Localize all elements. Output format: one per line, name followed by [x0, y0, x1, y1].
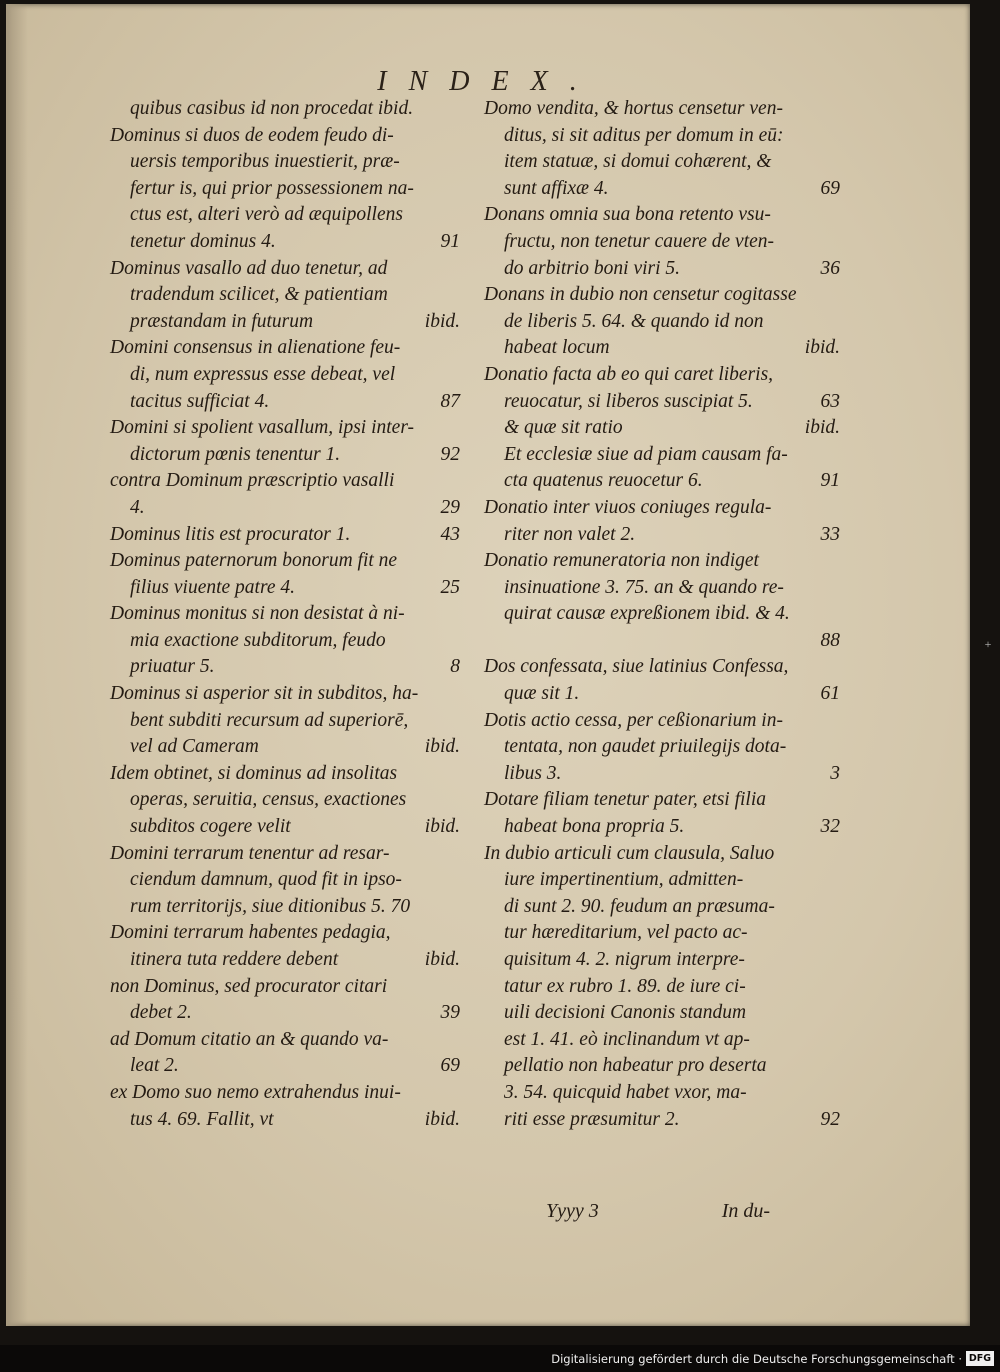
index-entry-text: tatur ex rubro 1. 89. de iure ci- — [504, 975, 746, 997]
index-entry-line — [110, 522, 460, 549]
index-entry-line — [110, 1053, 460, 1080]
footer-credit: Digitalisierung gefördert durch die Deutsche Forschungsgemeinschaft · — [551, 1352, 962, 1366]
index-entry-reference: 25 — [440, 576, 460, 598]
index-entry-line — [110, 282, 460, 309]
index-entry-line — [484, 681, 840, 708]
index-entry-text: de liberis 5. 64. & quando id non — [504, 310, 764, 332]
index-entry-reference: 63 — [820, 390, 840, 412]
index-entry-line — [110, 123, 460, 150]
index-entry-line — [110, 468, 460, 495]
index-entry-text: operas, seruitia, census, exactiones — [130, 789, 407, 811]
index-entry-reference: ibid. — [424, 736, 460, 758]
index-entry-line — [110, 548, 460, 575]
index-entry-line — [110, 894, 460, 921]
scan-marker-icon: + — [984, 637, 992, 651]
index-entry-line — [484, 522, 840, 549]
index-entry-line — [484, 1107, 840, 1134]
index-entry-line — [110, 415, 460, 442]
index-entry-text: quæ sit 1. — [504, 683, 580, 705]
index-entry-text: tradendum scilicet, & patientiam — [130, 284, 388, 306]
index-entry-line — [484, 256, 840, 283]
index-entry-line — [484, 867, 840, 894]
index-entry-text: tus 4. 69. Fallit, vt — [130, 1108, 274, 1130]
index-entry-line — [110, 575, 460, 602]
index-entry-reference: 91 — [820, 470, 840, 492]
index-entry-text: riti esse præsumitur 2. — [504, 1108, 680, 1130]
index-entry-text: ciendum damnum, quod fit in ipso- — [130, 869, 402, 891]
index-entry-line — [110, 389, 460, 416]
index-entry-reference: 8 — [450, 656, 460, 678]
index-entry-reference: 91 — [440, 230, 460, 252]
index-entry-text: 4. — [130, 496, 145, 518]
index-entry-line — [484, 787, 840, 814]
index-entry-text: Domini consensus in alienatione feu- — [110, 337, 401, 359]
index-entry-line — [484, 575, 840, 602]
signature-mark: Yyyy 3 — [546, 1200, 599, 1222]
index-entry-line — [484, 841, 840, 868]
index-entry-line — [110, 1000, 460, 1027]
index-entry-reference: 32 — [820, 816, 840, 838]
index-column-right — [484, 96, 840, 1133]
index-entry-text: vel ad Cameram — [130, 736, 259, 758]
index-entry-reference: 87 — [440, 390, 460, 412]
index-entry-line — [110, 814, 460, 841]
index-entry-reference: 36 — [820, 257, 840, 279]
index-entry-text: fructu, non tenetur cauere de vten- — [504, 230, 775, 252]
index-entry-line — [110, 681, 460, 708]
index-entry-text: Dominus si duos de eodem feudo di- — [110, 124, 394, 146]
index-entry-line — [484, 814, 840, 841]
index-entry-text: 3. 54. quicquid habet vxor, ma- — [504, 1081, 747, 1103]
index-entry-text: fertur is, qui prior possessionem na- — [130, 177, 414, 199]
index-entry-text: do arbitrio boni viri 5. — [504, 257, 681, 279]
index-entry-line — [484, 468, 840, 495]
index-entry-line — [484, 309, 840, 336]
index-entry-text: uersis temporibus inuestierit, præ- — [130, 151, 400, 173]
page-binding-edge — [6, 4, 28, 1326]
index-entry-text: Dominus monitus si non desistat à ni- — [110, 603, 405, 625]
signature-line — [546, 1200, 770, 1223]
index-entry-line — [484, 96, 840, 123]
index-entry-line — [484, 1080, 840, 1107]
index-entry-reference: 61 — [820, 683, 840, 705]
index-entry-text: habeat locum — [504, 337, 610, 359]
index-entry-text: cta quatenus reuocetur 6. — [504, 470, 703, 492]
index-entry-reference: 3 — [830, 762, 840, 784]
index-entry-line — [110, 628, 460, 655]
index-entry-text: sunt affixæ 4. — [504, 177, 609, 199]
index-entry-text: riter non valet 2. — [504, 523, 636, 545]
index-entry-text: quisitum 4. 2. nigrum interpre- — [504, 949, 745, 970]
index-entry-text: Dominus litis est procurator 1. — [110, 523, 351, 545]
dfg-logo: DFG — [966, 1351, 994, 1366]
page-header: INDEX. — [377, 66, 599, 97]
index-entry-line — [110, 708, 460, 735]
index-entry-line — [484, 654, 840, 681]
index-entry-line — [110, 761, 460, 788]
index-entry-line — [484, 282, 840, 309]
index-entry-text: Dominus paternorum bonorum fit ne — [110, 550, 398, 572]
index-entry-line — [484, 601, 840, 628]
index-entry-reference: 33 — [820, 523, 840, 545]
index-entry-text: Domini terrarum tenentur ad resar- — [110, 842, 390, 864]
index-entry-line — [110, 654, 460, 681]
index-entry-reference: 69 — [440, 1055, 460, 1077]
index-entry-line — [484, 229, 840, 256]
index-entry-text: tentata, non gaudet priuilegijs dota- — [504, 736, 787, 758]
index-entry-line — [484, 947, 840, 974]
index-column-left — [110, 96, 460, 1133]
index-entry-line — [484, 894, 840, 921]
index-entry-line — [484, 708, 840, 735]
index-entry-line — [484, 974, 840, 1001]
index-entry-line — [110, 1107, 460, 1134]
index-entry-text: mia exactione subditorum, feudo — [130, 629, 386, 651]
index-entry-reference: ibid. — [804, 417, 840, 439]
index-entry-text: ex Domo suo nemo extrahendus inui- — [110, 1081, 401, 1103]
index-entry-line — [110, 734, 460, 761]
index-entry-line — [484, 335, 840, 362]
index-entry-text: uili decisioni Canonis standum — [504, 1002, 747, 1024]
index-entry-text: itinera tuta reddere debent — [130, 949, 339, 970]
index-entry-line — [110, 309, 460, 336]
index-entry-reference: ibid. — [424, 816, 460, 838]
index-entry-text: pellatio non habeatur pro deserta — [504, 1055, 767, 1077]
index-entry-text: Domini si spolient vasallum, ipsi inter- — [110, 417, 415, 439]
index-entry-reference: ibid. — [424, 949, 460, 970]
index-entry-text: ditus, si sit aditus per domum in eū: — [504, 124, 784, 146]
index-entry-text: Donatio facta ab eo qui caret liberis, — [484, 363, 774, 385]
index-entry-reference: ibid. — [424, 1108, 460, 1130]
index-entry-text: insinuatione 3. 75. an & quando re- — [504, 576, 784, 598]
index-entry-reference: 39 — [440, 1002, 460, 1024]
index-entry-text: ad Domum citatio an & quando va- — [110, 1028, 389, 1050]
index-entry-text: leat 2. — [130, 1055, 179, 1077]
index-entry-line — [110, 176, 460, 203]
catchword: In du- — [721, 1200, 771, 1222]
index-entry-reference: ibid. — [804, 337, 840, 359]
index-entry-text: di, num expressus esse debeat, vel — [130, 363, 396, 385]
index-entry-text: debet 2. — [130, 1002, 192, 1024]
index-entry-line — [110, 920, 460, 947]
index-entry-line — [484, 734, 840, 761]
index-entry-text: Dotis actio cessa, per ceßionarium in- — [484, 709, 783, 731]
index-entry-text: non Dominus, sed procurator citari — [110, 975, 388, 997]
index-entry-text: Donatio remuneratoria non indiget — [484, 550, 759, 572]
index-entry-line — [110, 362, 460, 389]
index-entry-reference: 92 — [440, 443, 460, 465]
index-entry-reference: ibid. — [424, 310, 460, 332]
index-entry-line — [484, 415, 840, 442]
index-entry-text: priuatur 5. — [130, 656, 215, 678]
index-entry-text: dictorum pœnis tenentur 1. — [130, 443, 341, 465]
index-entry-text: Dotare filiam tenetur pater, etsi filia — [484, 789, 767, 811]
index-entry-text: In dubio articuli cum clausula, Saluo — [484, 842, 775, 864]
index-entry-line — [110, 96, 460, 123]
index-entry-text: bent subditi recursum ad superiorē, — [130, 709, 409, 731]
index-entry-text: reuocatur, si liberos suscipiat 5. — [504, 390, 753, 412]
index-entry-text: item statuæ, si domui cohærent, & — [504, 151, 772, 173]
index-entry-line — [484, 495, 840, 522]
index-entry-line — [484, 1000, 840, 1027]
index-entry-text: habeat bona propria 5. — [504, 816, 685, 838]
index-entry-line — [484, 149, 840, 176]
index-entry-line — [484, 548, 840, 575]
index-entry-line — [110, 256, 460, 283]
index-entry-line — [110, 442, 460, 469]
index-entry-reference: 69 — [820, 177, 840, 199]
index-entry-text: Dos confessata, siue latinius Confessa, — [484, 656, 789, 678]
index-entry-line — [110, 841, 460, 868]
index-entry-text: tur hæreditarium, vel pacto ac- — [504, 922, 748, 944]
index-entry-line — [110, 202, 460, 229]
index-entry-line — [484, 1027, 840, 1054]
index-entry-text: filius viuente patre 4. — [130, 576, 295, 598]
index-entry-text: rum territorijs, siue ditionibus 5. 70 — [130, 895, 411, 917]
index-entry-line — [484, 442, 840, 469]
index-entry-text: quibus casibus id non procedat ibid. — [130, 98, 414, 119]
index-entry-text: quirat causæ expreßionem ibid. & 4. — [504, 603, 790, 625]
index-entry-line — [110, 229, 460, 256]
book-page — [6, 4, 970, 1326]
index-entry-text: contra Dominum præscriptio vasalli — [110, 470, 395, 492]
index-entry-line — [110, 974, 460, 1001]
index-entry-line — [110, 867, 460, 894]
index-entry-line — [484, 123, 840, 150]
index-entry-text: Donans in dubio non censetur cogitasse — [484, 284, 797, 306]
index-entry-line — [484, 1053, 840, 1080]
index-entry-line — [110, 1080, 460, 1107]
index-entry-line — [110, 149, 460, 176]
index-entry-line — [110, 947, 460, 974]
index-entry-text: est 1. 41. eò inclinandum vt ap- — [504, 1028, 750, 1050]
index-entry-line — [110, 495, 460, 522]
index-entry-reference: 29 — [440, 496, 460, 518]
index-entry-line — [484, 920, 840, 947]
index-entry-reference: 88 — [820, 629, 840, 651]
index-entry-text: tenetur dominus 4. — [130, 230, 276, 252]
index-entry-text: ctus est, alteri verò ad æquipollens — [130, 204, 403, 226]
index-entry-reference: 43 — [440, 523, 460, 545]
index-entry-text: Donans omnia sua bona retento vsu- — [484, 204, 771, 226]
index-entry-text: Dominus vasallo ad duo tenetur, ad — [110, 257, 388, 279]
index-entry-text: Et ecclesiæ siue ad piam causam fa- — [504, 443, 788, 465]
index-entry-reference: 92 — [820, 1108, 840, 1130]
index-entry-text: Donatio inter viuos coniuges regula- — [484, 496, 772, 518]
index-entry-text: Dominus si asperior sit in subditos, ha- — [110, 683, 419, 705]
index-entry-line — [484, 389, 840, 416]
index-entry-text: Domini terrarum habentes pedagia, — [110, 922, 391, 944]
index-entry-line — [110, 601, 460, 628]
index-entry-line — [484, 761, 840, 788]
index-entry-line — [484, 628, 840, 655]
index-entry-line — [110, 787, 460, 814]
index-entry-text: tacitus sufficiat 4. — [130, 390, 270, 412]
index-entry-line — [484, 362, 840, 389]
index-entry-text: & quæ sit ratio — [504, 417, 623, 439]
index-entry-text: Domo vendita, & hortus censetur ven- — [484, 98, 783, 119]
index-entry-text: subditos cogere velit — [130, 816, 291, 838]
index-entry-text: di sunt 2. 90. feudum an præsuma- — [504, 895, 775, 917]
index-entry-line — [110, 1027, 460, 1054]
index-entry-line — [110, 335, 460, 362]
index-entry-text: Idem obtinet, si dominus ad insolitas — [110, 762, 398, 784]
index-entry-text: libus 3. — [504, 762, 562, 784]
index-entry-line — [484, 176, 840, 203]
index-entry-text: præstandam in futurum — [130, 310, 314, 332]
index-entry-line — [484, 202, 840, 229]
index-entry-text: iure impertinentium, admitten- — [504, 869, 744, 891]
